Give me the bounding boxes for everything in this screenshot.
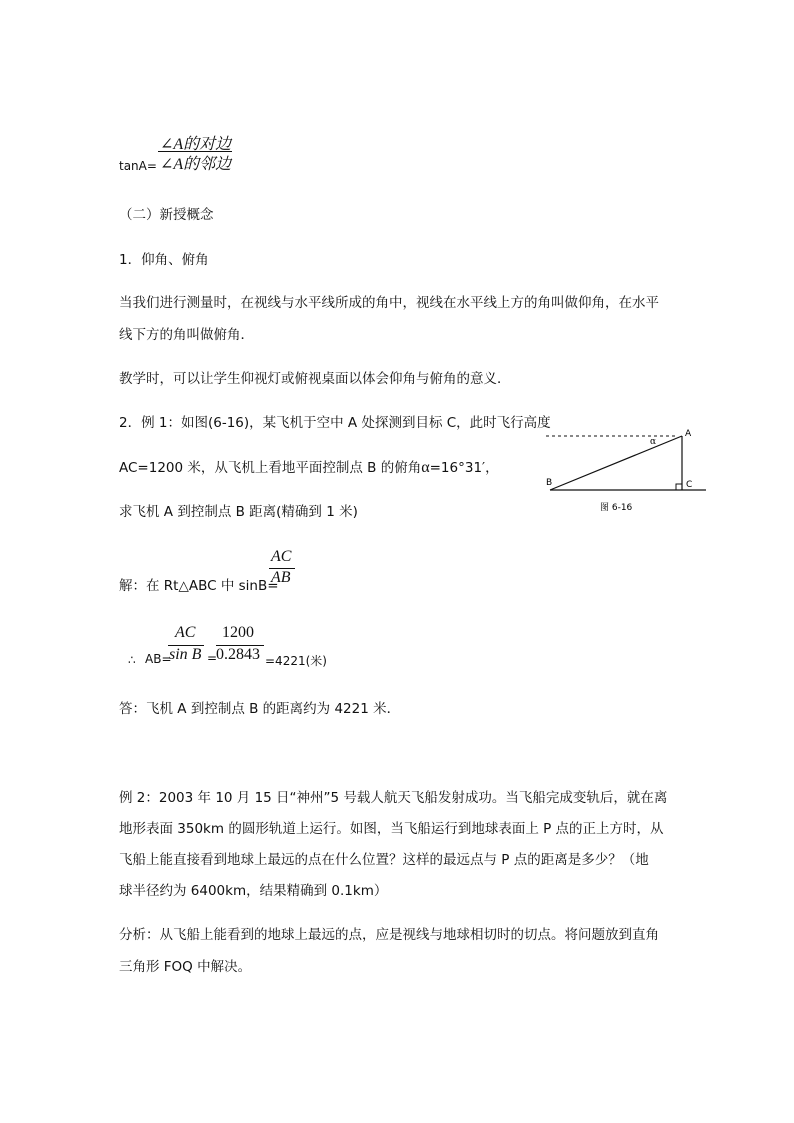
item1-def-line1: 当我们进行测量时，在视线与水平线所成的角中，视线在水平线上方的角叫做仰角，在水平 <box>119 295 659 311</box>
section-heading: （二）新授概念 <box>119 207 214 223</box>
item1-def-line2: 线下方的角叫做俯角． <box>119 327 254 343</box>
label-a: A <box>685 429 692 439</box>
tan-numerator: ∠A的对边 <box>160 136 232 153</box>
example1-line1: 2．例 1：如图(6-16)，某飞机于空中 A 处探测到目标 C，此时飞行高度 <box>119 415 551 431</box>
example2-analysis2: 三角形 FOQ 中解决。 <box>119 959 252 975</box>
example1-line2-b: =16°31′， <box>429 460 499 476</box>
sinb-numerator: AC <box>271 548 292 565</box>
label-alpha: α <box>650 437 657 447</box>
solution-prefix: 解：在 Rt△ABC 中 sinB= <box>119 578 279 594</box>
equals-sign: = <box>207 651 218 665</box>
example2-analysis1: 分析：从飞船上能看到的地球上最远的点，应是视线与地球相切时的切点。将问题放到直角 <box>119 927 659 943</box>
alpha-symbol: α <box>421 459 430 476</box>
sinb-denominator: AB <box>271 569 291 586</box>
side-ab <box>550 436 682 490</box>
example2-line2: 地形表面 350km 的圆形轨道上运行。如图，当飞船运行到地球表面上 P 点的正上方时，从 <box>119 821 664 837</box>
label-b: B <box>546 478 553 488</box>
frac2-numerator: 1200 <box>222 624 254 641</box>
frac1-denominator: sin B <box>169 646 202 663</box>
right-angle-mark <box>676 484 682 490</box>
frac2-denominator: 0.2843 <box>216 646 260 663</box>
item1-title: 1．仰角、俯角 <box>119 252 209 268</box>
therefore-symbol: ∴ <box>128 653 136 667</box>
label-c: C <box>686 480 693 490</box>
ab-label: AB= <box>145 652 172 666</box>
example2-line4: 球半径约为 6400km，结果精确到 0.1km） <box>119 883 388 899</box>
example2-line1: 例 2：2003 年 10 月 15 日“神州”5 号载人航天飞船发射成功。当飞船完成变轨后，就在离 <box>119 790 668 806</box>
example2-line3: 飞船上能直接看到地球上最远的点在什么位置？这样的最远点与 P 点的距离是多少？（地 <box>119 852 649 868</box>
example1-answer: 答：飞机 A 到控制点 B 的距离约为 4221 米． <box>119 701 401 717</box>
example1-line2 <box>119 456 499 477</box>
figure-caption: 图 6-16 <box>600 503 633 513</box>
example1-line2-a: AC=1200 米，从飞机上看地平面控制点 B 的俯角 <box>119 460 422 476</box>
triangle-figure <box>538 420 718 520</box>
example1-line3: 求飞机 A 到控制点 B 距离(精确到 1 米) <box>119 504 358 520</box>
tan-label: tanA= <box>119 159 157 173</box>
item1-teaching: 教学时，可以让学生仰视灯或俯视桌面以体会仰角与俯角的意义． <box>119 371 511 387</box>
ab-result: =4221(米) <box>265 654 327 668</box>
frac1-numerator: AC <box>175 624 196 641</box>
tan-denominator: ∠A的邻边 <box>160 156 232 173</box>
